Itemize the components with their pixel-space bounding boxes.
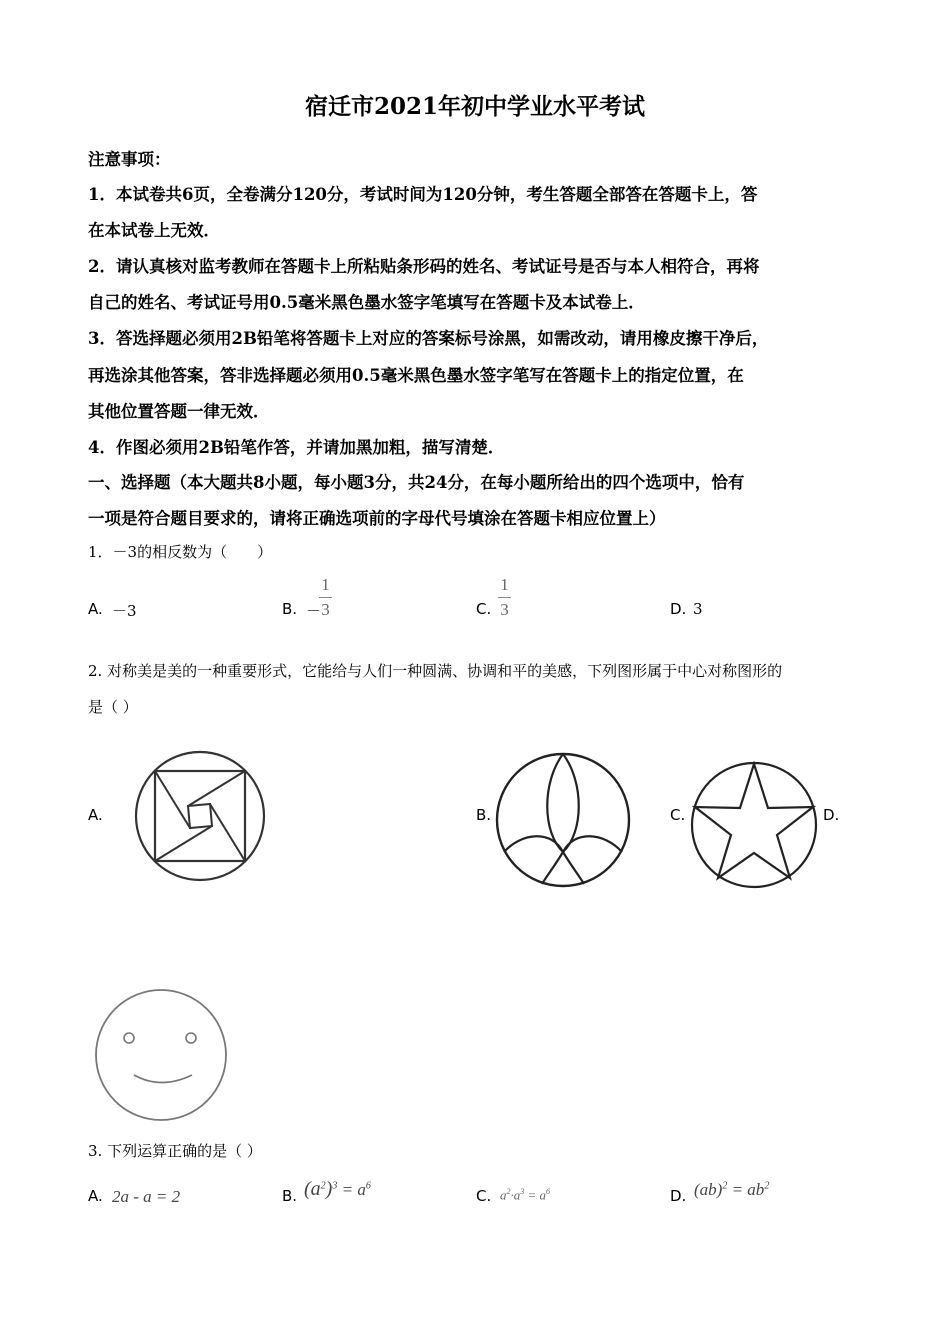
q3-b-exp2: 3 (332, 1180, 338, 1192)
q3-b-rhs: = a (341, 1180, 366, 1199)
notice-heading: 注意事项： (88, 150, 171, 169)
q2-stem: 2. 对称美是美的一种重要形式，它能给与人们一种圆满、协调和平的美感，下列图形属于中心对称图形的 (88, 662, 783, 680)
q1-option-c-fraction (498, 575, 511, 620)
q1-c-denominator: 3 (500, 600, 509, 619)
q1-option-b-label[interactable]: B. (282, 600, 298, 618)
q2-option-d-label[interactable]: D. (823, 806, 840, 824)
q1-option-a-text: －3 (112, 602, 137, 620)
notice-line: 1．本试卷共6页，全卷满分120分，考试时间为120分钟，考生答题全部答在答题卡上，答 (88, 185, 758, 204)
q3-stem: 3. 下列运算正确的是（ ） (88, 1142, 262, 1160)
q3-option-c-label[interactable]: C. (476, 1187, 492, 1205)
q2-option-c-label[interactable]: C. (670, 806, 686, 824)
notice-line: 其他位置答题一律无效． (88, 402, 270, 421)
q3-option-d-label[interactable]: D. (670, 1187, 687, 1205)
q3-b-exp1: 2 (320, 1180, 326, 1192)
notice-line: 3．答选择题必须用2B铅笔将答题卡上对应的答案标号涂黑，如需改动，请用橡皮擦干净后， (88, 329, 769, 348)
q3-c-exp3: 6 (546, 1187, 551, 1196)
q3-option-a-label[interactable]: A. (88, 1187, 103, 1205)
q3-b-base: (a (304, 1178, 321, 1200)
q1-option-d-text: 3 (693, 600, 703, 618)
q3-c-mid: ·a (510, 1187, 521, 1203)
notice-line: 自己的姓名、考试证号用0.5毫米黑色墨水签字笔填写在答题卡及本试卷上． (88, 293, 645, 312)
q2-figure-b (492, 752, 634, 888)
notice-line: 2．请认真核对监考教师在答题卡上所粘贴条形码的姓名、考试证号是否与本人相符合，再将 (88, 257, 760, 276)
q3-c-base: a (500, 1187, 507, 1203)
q3-c-exp1: 2 (506, 1187, 511, 1196)
notice-line: 在本试卷上无效． (88, 221, 220, 240)
q1-b-denominator: 3 (321, 600, 330, 619)
q2-stem-cont: 是（ ） (88, 698, 138, 716)
q2-figure-d (92, 988, 230, 1122)
q2-figure-a (132, 748, 268, 884)
q3-d-exp1: 2 (722, 1180, 728, 1192)
q2-option-a-label[interactable]: A. (88, 806, 103, 824)
q1-c-numerator: 1 (500, 575, 509, 594)
notice-line: 再选涂其他答案，答非选择题必须用0.5毫米黑色墨水签字笔写在答题卡上的指定位置，在 (88, 366, 744, 385)
notice-line: 4．作图必须用2B铅笔作答，并请加黑加粗，描写清楚． (88, 438, 505, 457)
q3-c-rhs: = a (527, 1187, 547, 1203)
section-heading: 一、选择题（本大题共8小题，每小题3分，共24分，在每小题所给出的四个选项中，恰有 (88, 473, 745, 492)
q3-d-base: (ab) (694, 1180, 723, 1199)
q3-c-exp2: 3 (520, 1187, 525, 1196)
q3-option-c-expr (500, 1187, 550, 1203)
q3-d-rhs: = ab (731, 1180, 765, 1199)
q1-option-a-label[interactable]: A. (88, 600, 103, 618)
section-heading-cont: 一项是符合题目要求的，请将正确选项前的字母代号填涂在答题卡相应位置上） (88, 509, 666, 528)
q3-option-a-expr: 2a - a = 2 (112, 1187, 181, 1206)
q3-d-exp2: 2 (764, 1180, 770, 1192)
q1-b-numerator: 1 (321, 575, 330, 594)
q3-option-b-label[interactable]: B. (282, 1187, 298, 1205)
q3-b-close: ) (325, 1178, 333, 1200)
q1-stem: 1．－3的相反数为（ ） (88, 543, 273, 561)
q1-option-c-label[interactable]: C. (476, 600, 492, 618)
q1-option-b-fraction (319, 575, 332, 620)
q2-option-b-label[interactable]: B. (476, 806, 492, 824)
q3-option-b-expr (304, 1178, 371, 1201)
q1-option-b-sign: － (306, 602, 322, 620)
q1-option-d-label[interactable]: D. (670, 600, 687, 618)
q3-b-exp3: 6 (365, 1180, 371, 1192)
q3-option-d-expr (694, 1180, 769, 1200)
page-title: 宿迁市2021年初中学业水平考试 (304, 93, 645, 120)
q2-figure-c (689, 760, 819, 890)
